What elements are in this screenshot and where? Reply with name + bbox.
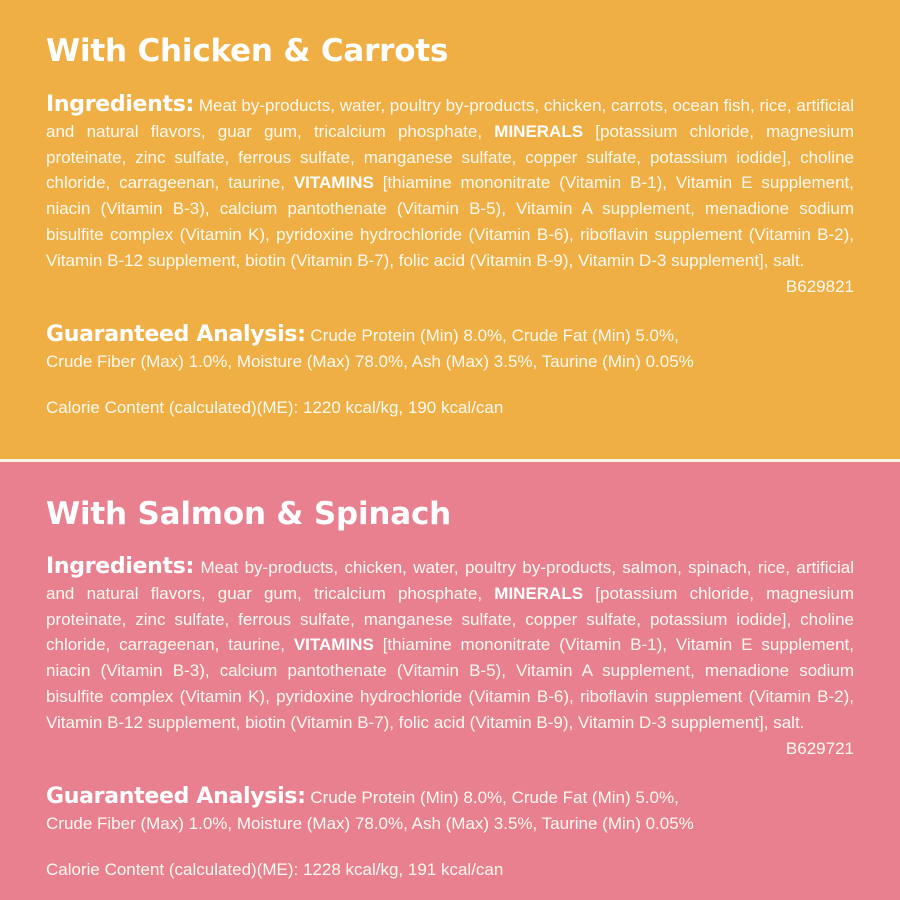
salmon-spinach-panel xyxy=(0,462,900,900)
ingredients-text-2: [potassium chloride, magnesium proteinate, zinc sulfate, ferrous sulfate, manganese sulfate, copper sulfate, potassium iodide], choline chloride, carrageenan, taurine, xyxy=(46,121,854,193)
analysis-line-1: Crude Protein (Min) 8.0%, Crude Fat (Min) 5.0%, xyxy=(310,788,679,807)
minerals-label: MINERALS xyxy=(494,583,584,603)
chicken-carrots-ingredients xyxy=(46,92,854,299)
ingredients-text-1: Meat by-products, water, poultry by-products, chicken, carrots, ocean fish, rice, artificial and natural flavors, guar gum, tricalcium phosphate, xyxy=(46,96,854,141)
analysis-label: Guaranteed Analysis: xyxy=(46,322,306,347)
analysis-label: Guaranteed Analysis: xyxy=(46,784,306,809)
chicken-carrots-calorie-content: Calorie Content (calculated)(ME): 1220 kcal/kg, 190 kcal/can xyxy=(46,398,504,417)
salmon-spinach-analysis xyxy=(46,784,854,837)
salmon-spinach-calorie-content: Calorie Content (calculated)(ME): 1228 kcal/kg, 191 kcal/can xyxy=(46,860,504,879)
salmon-spinach-ingredients xyxy=(46,554,854,761)
salmon-spinach-title: With Salmon & Spinach xyxy=(46,496,452,532)
chicken-carrots-analysis xyxy=(46,322,854,375)
product-code: B629821 xyxy=(785,276,854,296)
minerals-label: MINERALS xyxy=(494,121,584,141)
ingredients-text-3: [thiamine mononitrate (Vitamin B-1), Vitamin E supplement, niacin (Vitamin B-3), calcium pantothenate (Vitamin B-5), Vitamin A supplement, menadione sodium bisulfite complex (Vitamin K), pyridoxine hydrochloride (Vitamin B-6), riboflavin supplement (Vitamin B-2), Vitamin B-12 supplement, biotin (Vitamin B-7), folic acid (Vitamin B-9), Vitamin D-3 supplement], salt. xyxy=(46,635,855,732)
vitamins-label: VITAMINS xyxy=(293,173,374,193)
ingredients-text-3: [thiamine mononitrate (Vitamin B-1), Vitamin E supplement, niacin (Vitamin B-3), calcium pantothenate (Vitamin B-5), Vitamin A supplement, menadione sodium bisulfite complex (Vitamin K), pyridoxine hydrochloride (Vitamin B-6), riboflavin supplement (Vitamin B-2), Vitamin B-12 supplement, biotin (Vitamin B-7), folic acid (Vitamin B-9), Vitamin D-3 supplement], salt. xyxy=(46,173,855,270)
analysis-line-2: Crude Fiber (Max) 1.0%, Moisture (Max) 78.0%, Ash (Max) 3.5%, Taurine (Min) 0.05% xyxy=(46,814,694,833)
ingredients-label: Ingredients: xyxy=(46,554,195,579)
ingredients-text-1: Meat by-products, chicken, water, poultry by-products, salmon, spinach, rice, artificial and natural flavors, guar gum, tricalcium phosphate, xyxy=(46,558,854,603)
ingredients-label: Ingredients: xyxy=(46,92,195,117)
analysis-line-2: Crude Fiber (Max) 1.0%, Moisture (Max) 78.0%, Ash (Max) 3.5%, Taurine (Min) 0.05% xyxy=(46,352,694,371)
chicken-carrots-title: With Chicken & Carrots xyxy=(46,33,449,69)
analysis-line-1: Crude Protein (Min) 8.0%, Crude Fat (Min) 5.0%, xyxy=(310,326,679,345)
ingredients-text-2: [potassium chloride, magnesium proteinate, zinc sulfate, ferrous sulfate, manganese sulfate, copper sulfate, potassium iodide], choline chloride, carrageenan, taurine, xyxy=(46,583,854,655)
vitamins-label: VITAMINS xyxy=(293,635,374,655)
product-code: B629721 xyxy=(785,738,854,758)
